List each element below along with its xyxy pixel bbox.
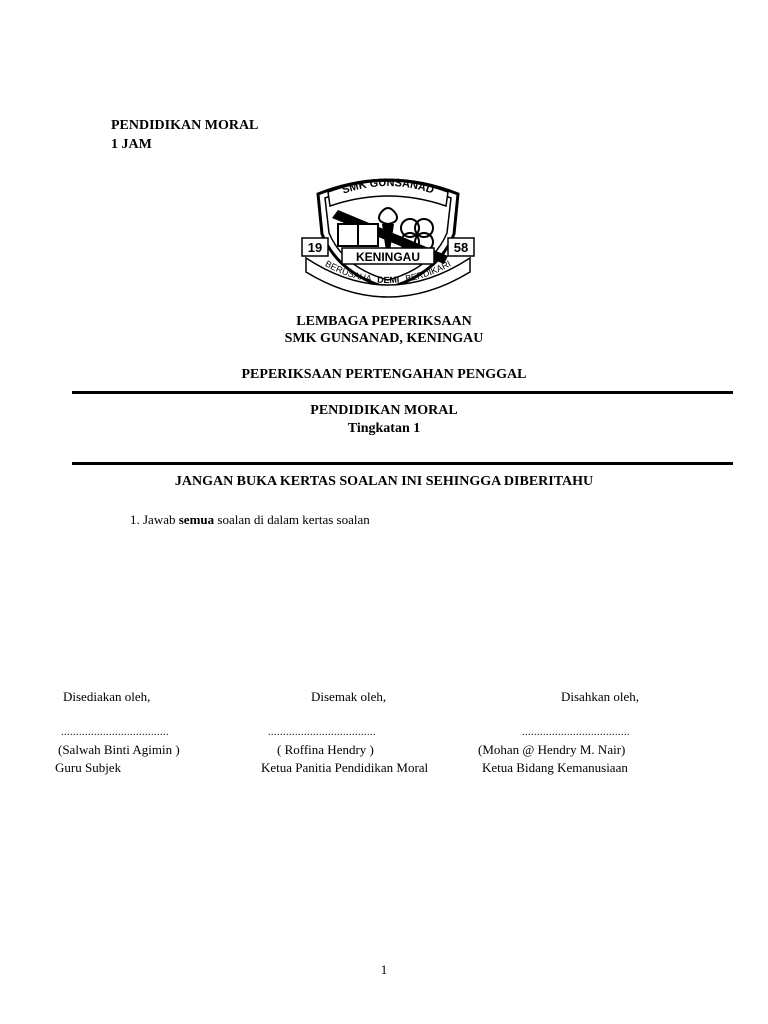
instruction-pre: Jawab — [143, 512, 176, 527]
heading-duration: 1 JAM — [111, 137, 152, 152]
paper-form: Tingkatan 1 — [347, 421, 421, 436]
approved-by-position: Ketua Bidang Kemanusiaan — [482, 760, 628, 775]
exam-board-line1: LEMBAGA PEPERIKSAAN — [296, 314, 472, 329]
crest-year-left: 19 — [307, 240, 323, 255]
instruction-item — [130, 512, 370, 528]
exam-board-line2: SMK GUNSANAD, KENINGAU — [284, 331, 484, 346]
prepared-by-position: Guru Subjek — [55, 760, 122, 775]
heading-subject: PENDIDIKAN MORAL — [111, 118, 259, 133]
paper-subject: PENDIDIKAN MORAL — [310, 403, 458, 418]
prepared-by-signature-line: .................................... — [61, 727, 169, 738]
page-number: 1 — [380, 962, 388, 977]
instruction-emphasis: semua — [178, 512, 215, 527]
crest-school-name: SMK GUNSANAD — [340, 176, 436, 197]
crest-town: KENINGAU — [355, 250, 421, 264]
crest-year-right: 58 — [453, 240, 469, 255]
divider-bottom — [72, 462, 733, 465]
school-crest-logo — [298, 176, 478, 298]
prepared-by-name: (Salwah Binti Agimin ) — [58, 742, 180, 757]
instruction-post: soalan di dalam kertas soalan — [217, 512, 370, 527]
approved-by-signature-line: .................................... — [522, 727, 630, 738]
warning-notice: JANGAN BUKA KERTAS SOALAN INI SEHINGGA DIBERITAHU — [174, 474, 594, 489]
reviewed-by-name: ( Roffina Hendry ) — [277, 742, 374, 757]
paper-heading — [111, 116, 258, 154]
reviewed-by-signature-line: .................................... — [268, 727, 376, 738]
prepared-by-label: Disediakan oleh, — [63, 689, 151, 704]
reviewed-by-label: Disemak oleh, — [311, 689, 387, 704]
approved-by-label: Disahkan oleh, — [561, 689, 639, 704]
divider-top — [72, 391, 733, 394]
book-icon — [338, 224, 378, 246]
instruction-number: 1. — [130, 512, 140, 527]
exam-name: PEPERIKSAAN PERTENGAHAN PENGGAL — [241, 367, 527, 382]
reviewed-by-position: Ketua Panitia Pendidikan Moral — [261, 760, 429, 775]
crest-motto: BERUSAHA DEMI BERDIKARI — [323, 258, 453, 286]
approved-by-name: (Mohan @ Hendry M. Nair) — [478, 742, 626, 757]
